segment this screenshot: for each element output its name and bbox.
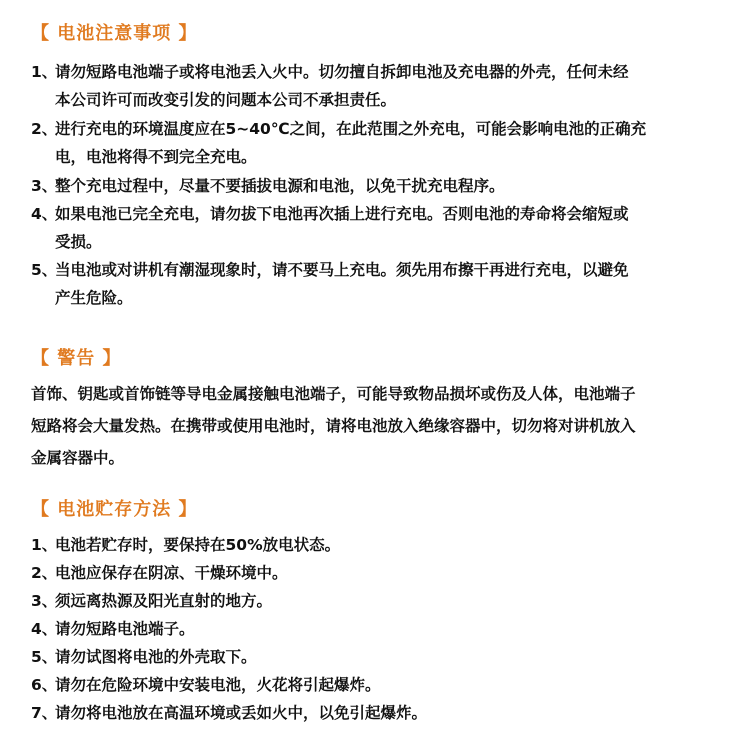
warning-line-1: 首饰、钥匙或首饰链等导电金属接触电池端子，可能导致物品损坏或伤及人体，电池端子: [31, 385, 636, 403]
item-number: 5、: [31, 648, 58, 666]
storage-item-1: [31, 531, 731, 559]
item-text-continuation: 受损。: [55, 233, 102, 251]
item-text-continuation: 电，电池将得不到完全充电。: [55, 148, 257, 166]
item-text-continuation: 产生危险。: [55, 289, 133, 307]
item-number: 3、: [31, 177, 58, 195]
section-heading-battery-storage: 【 电池贮存方法 】: [31, 499, 198, 520]
precaution-item-1: [31, 58, 731, 114]
precaution-item-3: [31, 172, 731, 200]
item-number: 1、: [31, 536, 58, 554]
section-heading-warning: 【 警告 】: [31, 348, 122, 369]
item-text-line: 须远离热源及阳光直射的地方。: [55, 592, 273, 610]
item-number: 4、: [31, 205, 58, 223]
item-text-line: 进行充电的环境温度应在5~40℃之间，在此范围之外充电，可能会影响电池的正确充: [55, 120, 647, 138]
item-number: 3、: [31, 592, 58, 610]
item-text-line: 整个充电过程中，尽量不要插拔电源和电池，以免干扰充电程序。: [55, 177, 505, 195]
storage-item-6: [31, 671, 731, 699]
item-text-line: 请勿试图将电池的外壳取下。: [55, 648, 257, 666]
item-text-line: 请勿在危险环境中安装电池，火花将引起爆炸。: [55, 676, 381, 694]
item-text-line: 电池若贮存时，要保持在50%放电状态。: [55, 536, 341, 554]
warning-line-2: 短路将会大量发热。在携带或使用电池时，请将电池放入绝缘容器中，切勿将对讲机放入: [31, 417, 636, 435]
precaution-item-5: [31, 256, 731, 312]
item-text-line: 当电池或对讲机有潮湿现象时，请不要马上充电。须先用布擦干再进行充电，以避免: [55, 261, 629, 279]
item-text-line: 请勿短路电池端子。: [55, 620, 195, 638]
storage-item-7: [31, 699, 731, 727]
item-text-line: 请勿将电池放在高温环境或丢如火中，以免引起爆炸。: [55, 704, 428, 722]
storage-item-3: [31, 587, 731, 615]
storage-item-2: [31, 559, 731, 587]
item-number: 7、: [31, 704, 58, 722]
precaution-item-4: [31, 200, 731, 256]
item-text-line: 如果电池已完全充电，请勿拔下电池再次插上进行充电。否则电池的寿命将会缩短或: [55, 205, 629, 223]
item-number: 6、: [31, 676, 58, 694]
item-text-continuation: 本公司许可而改变引发的问题本公司不承担责任。: [55, 91, 397, 109]
item-number: 5、: [31, 261, 58, 279]
item-number: 2、: [31, 564, 58, 582]
item-number: 4、: [31, 620, 58, 638]
item-text-line: 电池应保存在阴凉、干燥环境中。: [55, 564, 288, 582]
section-heading-battery-precautions: 【 电池注意事项 】: [31, 23, 198, 44]
precaution-item-2: [31, 115, 731, 171]
item-number: 1、: [31, 63, 58, 81]
storage-item-5: [31, 643, 731, 671]
warning-line-3: 金属容器中。: [31, 449, 125, 467]
item-text-line: 请勿短路电池端子或将电池丢入火中。切勿擅自拆卸电池及充电器的外壳，任何未经: [55, 63, 629, 81]
warning-paragraph: [31, 378, 731, 474]
item-number: 2、: [31, 120, 58, 138]
storage-item-4: [31, 615, 731, 643]
